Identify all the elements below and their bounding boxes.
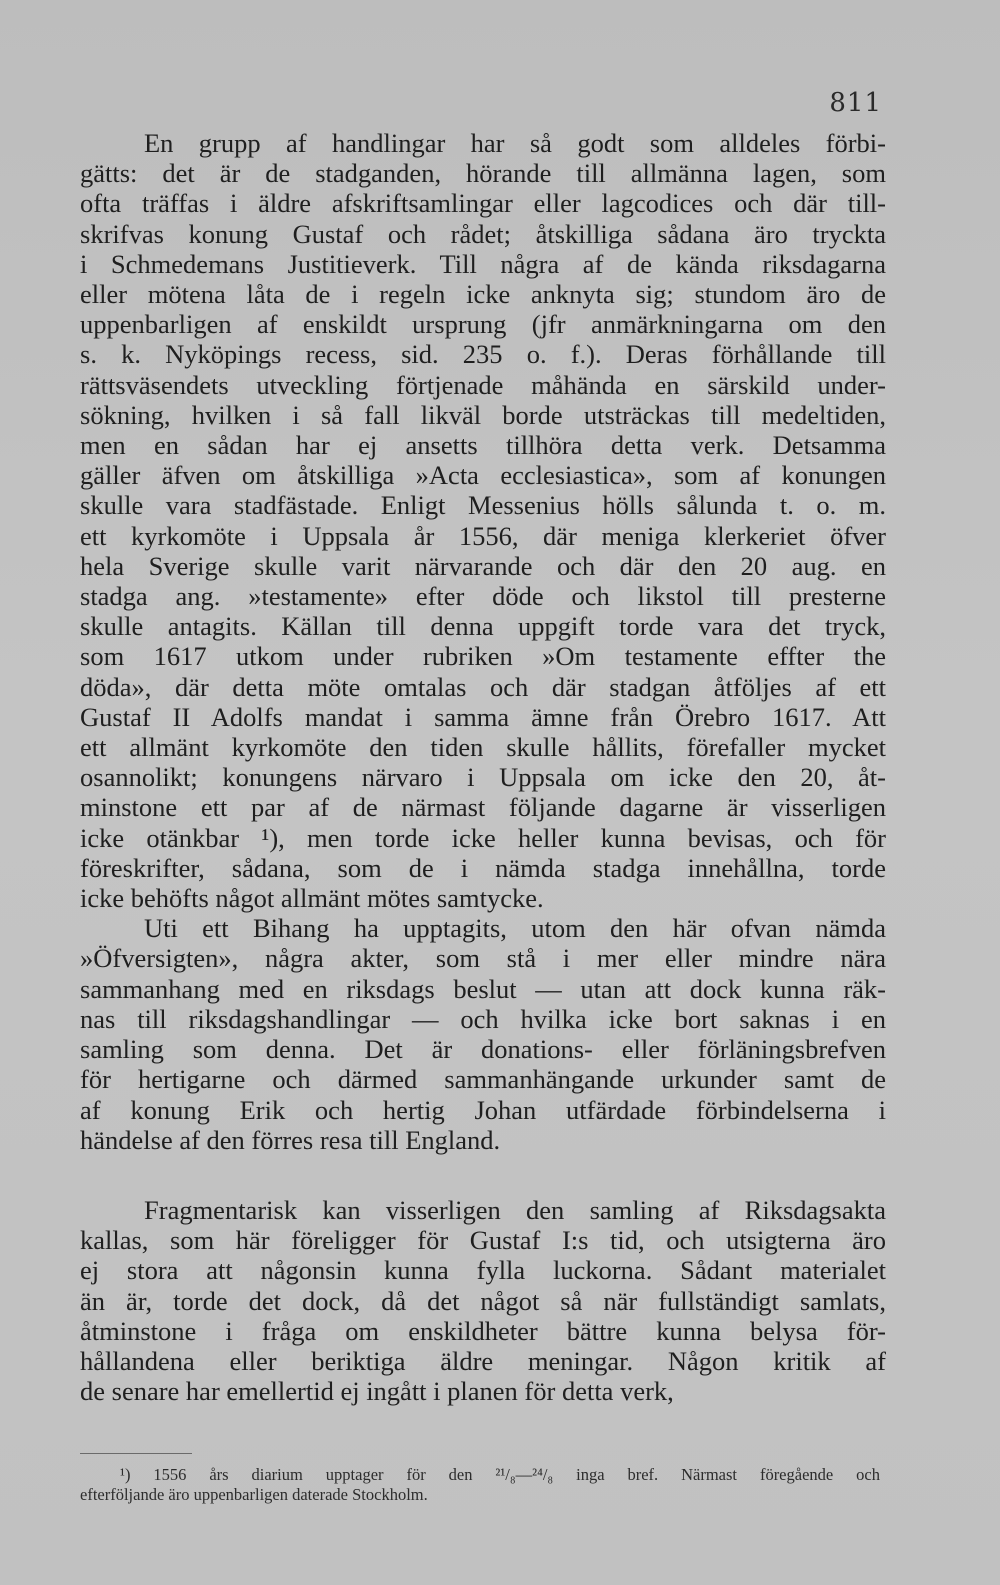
footnote-line: efterföljande äro uppenbarligen daterade Stockholm.: [80, 1485, 428, 1504]
text-line: skulle vara stadfästade. Enligt Messenius hölls sålunda t. o. m.: [80, 490, 886, 521]
paragraph: [80, 128, 886, 913]
text-line: händelse af den förres resa till England.: [80, 1124, 501, 1155]
text-line: icke otänkbar ¹), men torde icke heller kunna bevisas, och för: [80, 822, 886, 853]
paragraph: [80, 1195, 886, 1406]
footnote: [80, 1465, 880, 1505]
text-line: hållandena eller beriktiga äldre meningar. Någon kritik af: [80, 1345, 886, 1376]
text-line: af konung Erik och hertig Johan utfärdade förbindelserna i: [80, 1094, 886, 1125]
footnote-line: ¹) 1556 års diarium upptager för den ²¹/₈—²⁴/₈ inga bref. Närmast föregående och: [120, 1465, 880, 1484]
text-line: En grupp af handlingar har så godt som alldeles förbi-: [144, 128, 886, 158]
text-line: Fragmentarisk kan visserligen den samling af Riksdagsakta: [144, 1194, 886, 1225]
text-line: hela Sverige skulle varit närvarande och där den 20 aug. en: [80, 550, 886, 581]
text-line: ett allmänt kyrkomöte den tiden skulle hållits, förefaller mycket: [80, 732, 886, 763]
text-line: än är, torde det dock, då det något så när fullständigt samlats,: [80, 1285, 886, 1316]
text-line: stadga ang. »testamente» efter döde och likstol till presterne: [80, 581, 886, 612]
text-line: icke behöfts något allmänt mötes samtycke.: [80, 883, 544, 914]
text-line: ett kyrkomöte i Uppsala år 1556, där meniga klerkeriet öfver: [80, 520, 886, 551]
text-line: döda», där detta möte omtalas och där stadgan åtföljes af ett: [80, 671, 886, 702]
text-line: Uti ett Bihang ha upptagits, utom den här ofvan nämda: [144, 913, 886, 944]
text-line: ej stora att någonsin kunna fylla luckorna. Sådant materialet: [80, 1255, 886, 1286]
body-text: [80, 128, 886, 1406]
paragraph: [80, 913, 886, 1155]
text-line: åtminstone i fråga om enskildheter bättre kunna belysa för-: [80, 1315, 886, 1346]
text-line: »Öfversigten», några akter, som stå i mer eller mindre nära: [80, 943, 886, 974]
text-line: kallas, som här föreligger för Gustaf I:s tid, och utsigterna äro: [80, 1225, 886, 1256]
text-line: föreskrifter, sådana, som de i nämda stadga innehållna, torde: [80, 852, 886, 883]
text-line: osannolikt; konungens närvaro i Uppsala om icke den 20, åt-: [80, 762, 886, 793]
text-line: uppenbarligen af enskildt ursprung (jfr anmärkningarna om den: [80, 309, 886, 340]
text-line: sökning, hvilken i så fall likväl borde utsträckas till medeltiden,: [80, 399, 886, 430]
text-line: som 1617 utkom under rubriken »Om testamente effter the: [80, 641, 886, 672]
text-line: Gustaf II Adolfs mandat i samma ämne från Örebro 1617. Att: [80, 701, 886, 732]
text-line: gäller äfven om åtskilliga »Acta ecclesiastica», som af konungen: [80, 460, 886, 491]
footnote-divider: [80, 1453, 192, 1454]
text-line: i Schmedemans Justitieverk. Till några af de kända riksdagarna: [80, 248, 886, 279]
text-line: sammanhang med en riksdags beslut — utan att dock kunna räk-: [80, 973, 886, 1004]
text-line: de senare har emellertid ej ingått i planen för detta verk,: [80, 1376, 674, 1407]
paragraph-gap: [80, 1155, 886, 1195]
text-line: s. k. Nyköpings recess, sid. 235 o. f.). Deras förhållande till: [80, 339, 886, 370]
text-line: minstone ett par af de närmast följande dagarne är visserligen: [80, 792, 886, 823]
text-line: för hertigarne och därmed sammanhängande urkunder samt de: [80, 1064, 886, 1095]
text-line: nas till riksdagshandlingar — och hvilka icke bort saknas i en: [80, 1003, 886, 1034]
text-line: ofta träffas i äldre afskriftsamlingar eller lagcodices och där till-: [80, 188, 886, 219]
page-number: 811: [829, 88, 882, 118]
text-line: rättsväsendets utveckling förtjenade måhända en särskild under-: [80, 369, 886, 400]
text-line: skulle antagits. Källan till denna uppgift torde vara det tryck,: [80, 611, 886, 642]
text-line: men en sådan har ej ansetts tillhöra detta verk. Detsamma: [80, 430, 886, 461]
text-line: samling som denna. Det är donations- eller förläningsbrefven: [80, 1034, 886, 1065]
text-line: gätts: det är de stadganden, hörande till allmänna lagen, som: [80, 158, 886, 189]
text-line: eller mötena låta de i regeln icke anknyta sig; stundom äro de: [80, 279, 886, 310]
text-line: skrifvas konung Gustaf och rådet; åtskilliga sådana äro tryckta: [80, 218, 886, 249]
